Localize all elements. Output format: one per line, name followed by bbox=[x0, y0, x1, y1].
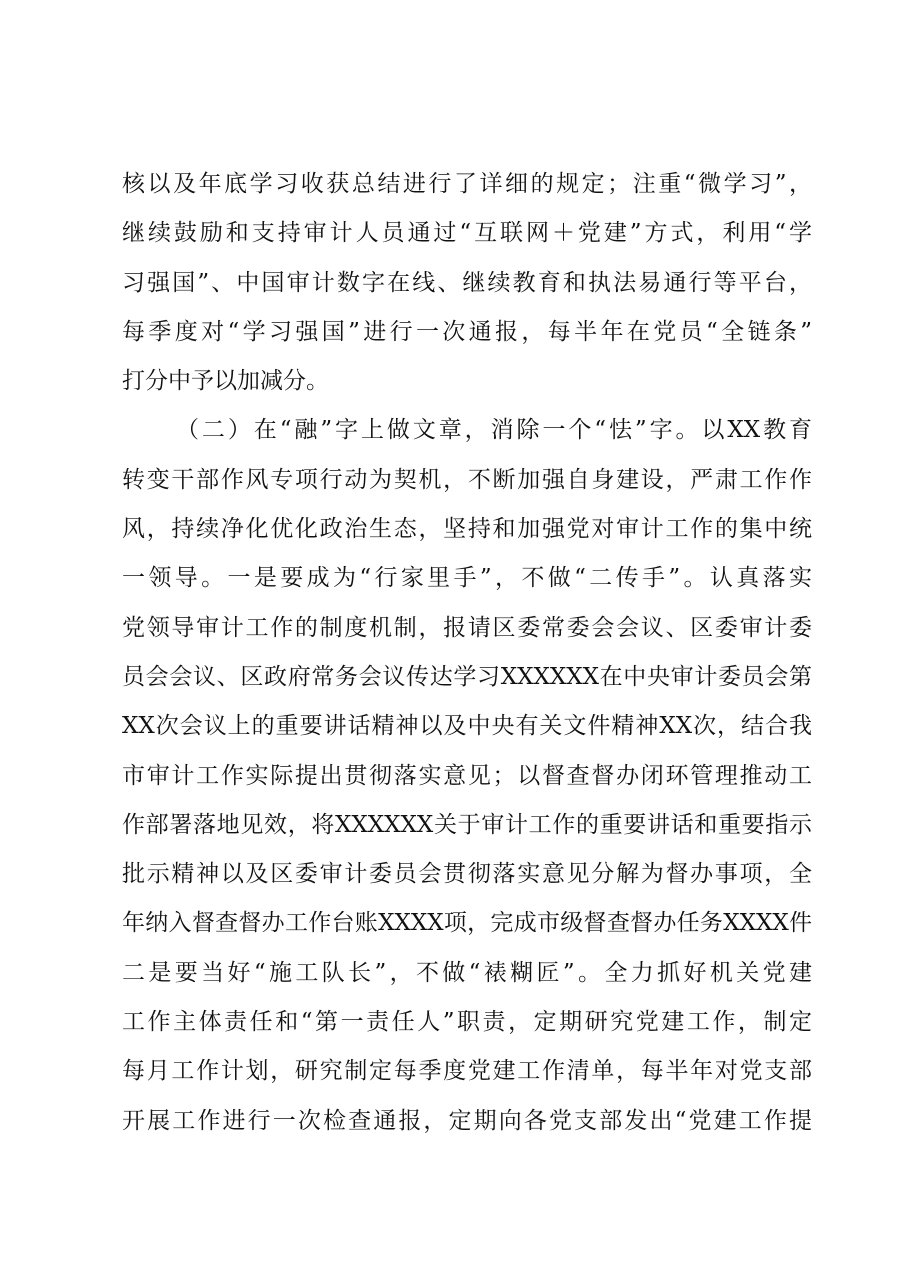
text-line: 作部署落地见效，将XXXXXX关于审计工作的重要讲话和重要指示 bbox=[122, 811, 812, 838]
text-line: 员会会议、区政府常务会议传达学习XXXXXX在中央审计委员会第 bbox=[122, 663, 812, 690]
text-line: 每季度对“学习强国”进行一次通报，每半年在党员“全链条” bbox=[122, 318, 812, 345]
text-line: 二是要当好“施工队长”，不做“裱糊匠”。全力抓好机关党建 bbox=[122, 959, 812, 986]
text-line: 开展工作进行一次检查通报，定期向各党支部发出“党建工作提 bbox=[122, 1107, 812, 1134]
text-line: 市审计工作实际提出贯彻落实意见；以督查督办闭环管理推动工 bbox=[122, 762, 812, 789]
text-line: 一领导。一是要成为“行家里手”，不做“二传手”。认真落实 bbox=[122, 565, 812, 592]
text-line: 每月工作计划，研究制定每季度党建工作清单，每半年对党支部 bbox=[122, 1058, 812, 1085]
text-line: 打分中予以加减分。 bbox=[122, 368, 329, 395]
text-line: XX次会议上的重要讲话精神以及中央有关文件精神XX次，结合我 bbox=[122, 713, 812, 740]
text-line: 转变干部作风专项行动为契机，不断加强自身建设，严肃工作作 bbox=[122, 466, 812, 493]
text-line: 党领导审计工作的制度机制，报请区委常委会会议、区委审计委 bbox=[122, 614, 812, 641]
text-line: 继续鼓励和支持审计人员通过“互联网＋党建”方式，利用“学 bbox=[122, 220, 812, 247]
text-line: 批示精神以及区委审计委员会贯彻落实意见分解为督办事项，全 bbox=[122, 861, 812, 888]
body-text bbox=[122, 160, 812, 1146]
text-line: 风，持续净化优化政治生态，坚持和加强党对审计工作的集中统 bbox=[122, 516, 812, 543]
section-heading-line: （二）在“融”字上做文章，消除一个“怯”字。以XX教育 bbox=[176, 417, 812, 444]
text-line: 工作主体责任和“第一责任人”职责，定期研究党建工作，制定 bbox=[122, 1009, 812, 1036]
text-line: 年纳入督查督办工作台账XXXX项，完成市级督查督办任务XXXX件 bbox=[122, 910, 812, 937]
text-line: 习强国”、中国审计数字在线、继续教育和执法易通行等平台， bbox=[122, 269, 812, 296]
text-line: 核以及年底学习收获总结进行了详细的规定；注重“微学习”， bbox=[122, 171, 812, 197]
